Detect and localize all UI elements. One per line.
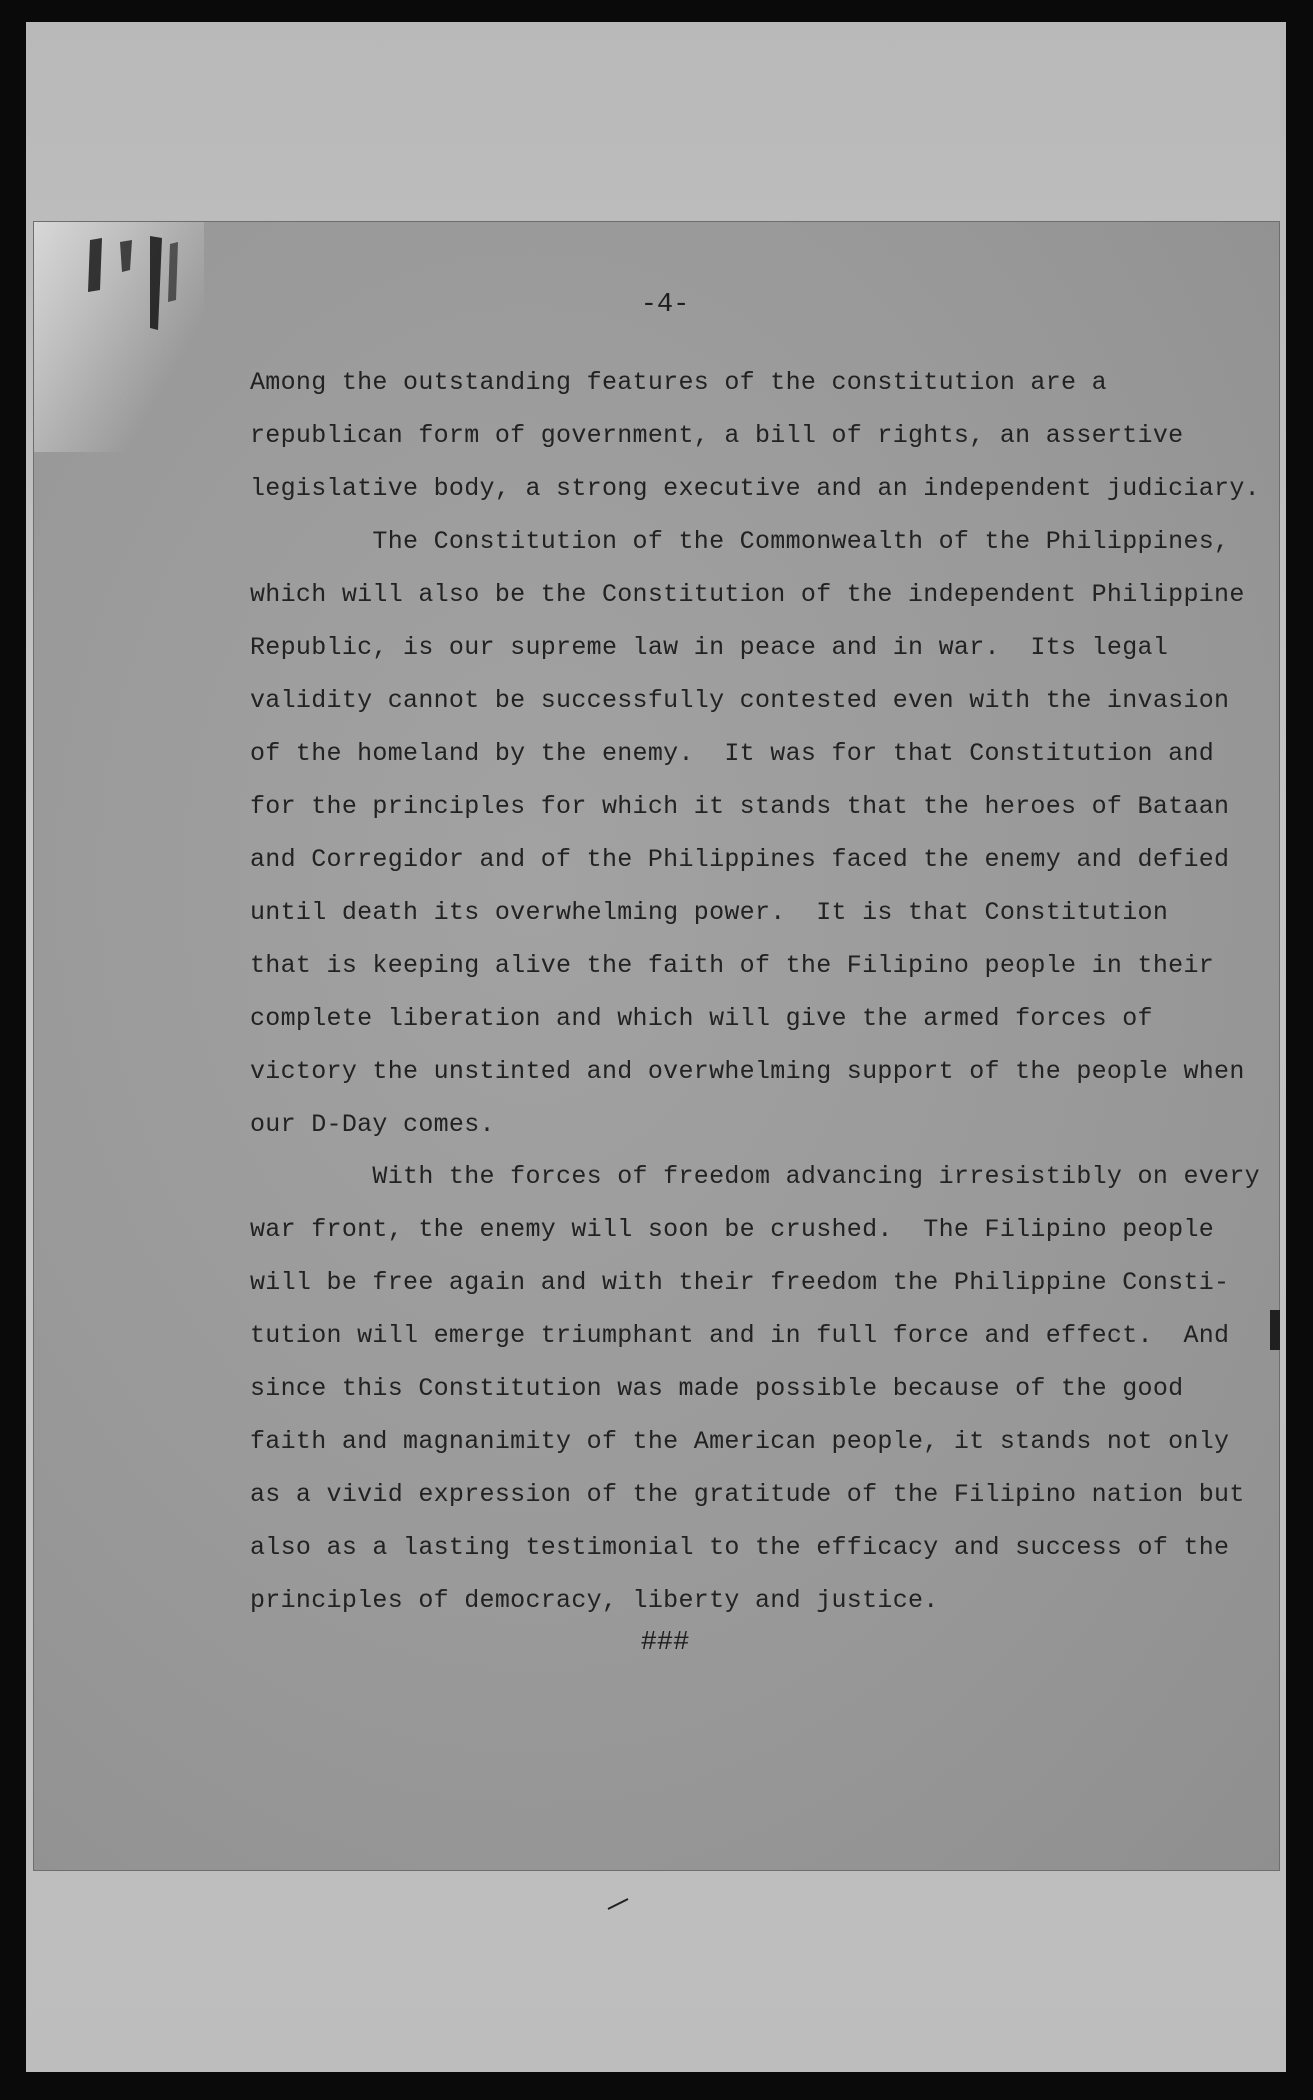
page-edge-tab [1270, 1310, 1280, 1350]
text-line: The Constitution of the Commonwealth of the Philippines, [250, 527, 1230, 556]
text-line: and Corregidor and of the Philippines faced the enemy and defied [250, 845, 1230, 874]
text-line: victory the unstinted and overwhelming support of the people when [250, 1057, 1245, 1086]
text-line: since this Constitution was made possible because of the good [250, 1374, 1184, 1403]
text-line: faith and magnanimity of the American people, it stands not only [250, 1427, 1230, 1456]
stray-pen-mark [606, 1897, 630, 1911]
text-line: With the forces of freedom advancing irresistibly on every [250, 1162, 1260, 1191]
text-line: validity cannot be successfully contested even with the invasion [250, 686, 1230, 715]
paragraph-1 [250, 356, 1260, 515]
end-mark: ### [640, 1628, 690, 1658]
text-line: Republic, is our supreme law in peace and in war. Its legal [250, 633, 1169, 662]
paragraph-3 [250, 1150, 1260, 1627]
text-line: legislative body, a strong executive and an independent judiciary. [250, 474, 1260, 503]
text-line: for the principles for which it stands that the heroes of Bataan [250, 792, 1230, 821]
text-line: that is keeping alive the faith of the Filipino people in their [250, 951, 1215, 980]
paragraph-2 [250, 515, 1245, 1151]
text-line: as a vivid expression of the gratitude of the Filipino nation but [250, 1480, 1245, 1509]
text-line: principles of democracy, liberty and justice. [250, 1586, 939, 1615]
text-line: which will also be the Constitution of the independent Philippine [250, 580, 1245, 609]
text-line: war front, the enemy will soon be crushed. The Filipino people [250, 1215, 1215, 1244]
text-line: of the homeland by the enemy. It was for that Constitution and [250, 739, 1215, 768]
page-number: -4- [640, 290, 690, 320]
text-line: tution will emerge triumphant and in full force and effect. And [250, 1321, 1230, 1350]
text-line: our D-Day comes. [250, 1110, 495, 1139]
text-line: complete liberation and which will give the armed forces of [250, 1004, 1153, 1033]
text-line: until death its overwhelming power. It is that Constitution [250, 898, 1169, 927]
text-line: Among the outstanding features of the constitution are a [250, 368, 1107, 397]
text-line: republican form of government, a bill of rights, an assertive [250, 421, 1184, 450]
text-line: will be free again and with their freedom the Philippine Consti- [250, 1268, 1230, 1297]
torn-corner-marks [80, 230, 190, 350]
text-line: also as a lasting testimonial to the efficacy and success of the [250, 1533, 1230, 1562]
